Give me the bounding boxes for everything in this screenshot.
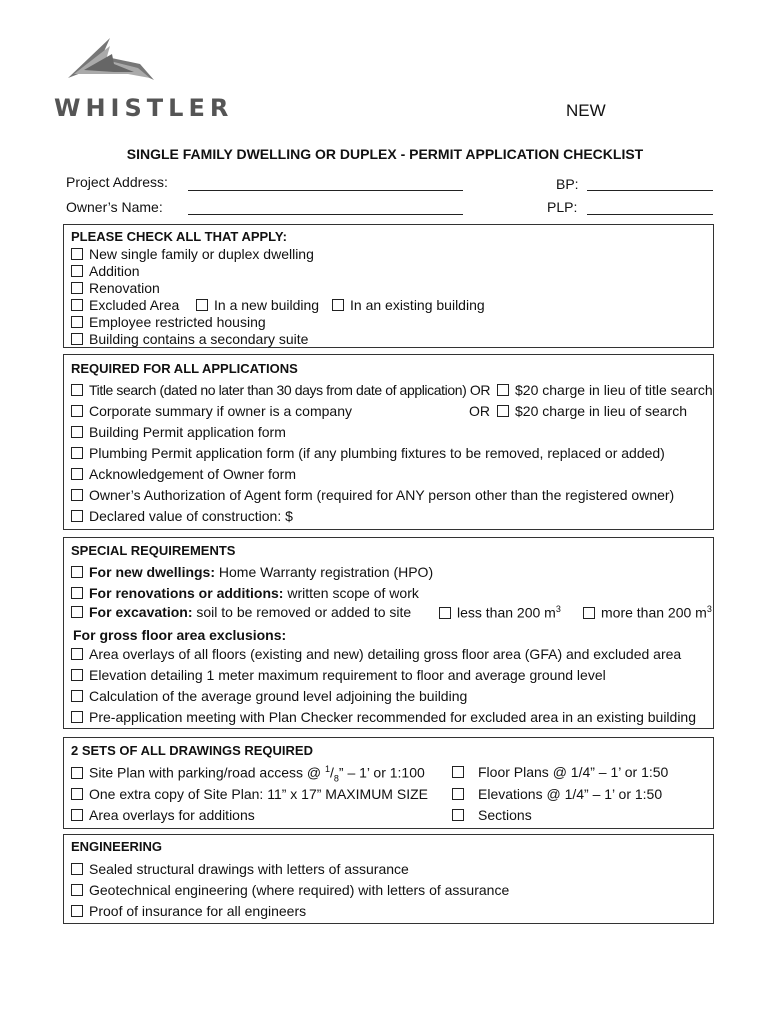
checkbox[interactable]	[583, 607, 595, 619]
checkbox[interactable]	[71, 316, 83, 328]
checkbox[interactable]	[71, 767, 83, 779]
check-all-section	[63, 224, 714, 348]
checkbox-item[interactable]	[332, 297, 485, 313]
fraction-numerator: 1	[325, 764, 331, 774]
checkbox[interactable]	[71, 606, 83, 618]
page-title: SINGLE FAMILY DWELLING OR DUPLEX - PERMIT APPLICATION CHECKLIST	[126, 146, 644, 162]
checkbox-item[interactable]	[71, 508, 293, 524]
bp-field[interactable]	[587, 190, 713, 191]
bold-label: For excavation:	[89, 604, 193, 620]
checkbox-label: Geotechnical engineering (where required) with letters of assurance	[89, 882, 510, 898]
checkbox-item[interactable]	[583, 604, 712, 621]
checkbox-label: Site Plan with parking/road access @	[89, 764, 325, 781]
superscript: 3	[555, 604, 561, 614]
checkbox-item[interactable]	[71, 709, 696, 725]
checkbox-label: Title search (dated no later than 30 days from date of application) OR	[89, 382, 491, 398]
checkbox-label: New single family or duplex dwelling	[89, 246, 314, 262]
checkbox[interactable]	[71, 447, 83, 459]
project-address-label: Project Address:	[66, 174, 168, 190]
or-label: OR	[469, 403, 490, 419]
checkbox-item[interactable]	[71, 297, 179, 313]
checkbox-label: Sealed structural drawings with letters of assurance	[89, 861, 409, 877]
bp-label: BP:	[556, 176, 579, 192]
checkbox-label: In a new building	[214, 297, 320, 313]
checkbox[interactable]	[71, 405, 83, 417]
special-heading: SPECIAL REQUIREMENTS	[71, 543, 236, 558]
checkbox[interactable]	[71, 489, 83, 501]
checkbox[interactable]	[71, 648, 83, 660]
checkbox-label: Calculation of the average ground level adjoining the building	[89, 688, 468, 704]
checkbox[interactable]	[439, 607, 451, 619]
checkbox-label: Building contains a secondary suite	[89, 331, 309, 347]
checkbox[interactable]	[71, 690, 83, 702]
check-all-heading: PLEASE CHECK ALL THAT APPLY:	[71, 229, 287, 244]
required-section	[63, 354, 714, 530]
checkbox-item[interactable]	[71, 487, 674, 503]
checkbox[interactable]	[71, 333, 83, 345]
engineering-heading: ENGINEERING	[71, 839, 163, 854]
checkbox-item[interactable]	[71, 861, 409, 877]
checkbox-label: Area overlays for additions	[89, 807, 255, 823]
checkbox-item[interactable]	[452, 786, 662, 802]
checkbox-label: $20 charge in lieu of title search	[515, 382, 713, 398]
checkbox[interactable]	[71, 884, 83, 896]
checkbox[interactable]	[332, 299, 344, 311]
checkbox[interactable]	[71, 587, 83, 599]
checkbox[interactable]	[452, 788, 464, 800]
checkbox[interactable]	[71, 426, 83, 438]
checkbox-item[interactable]	[71, 903, 306, 919]
fraction-denominator: 8	[333, 773, 339, 784]
checkbox-label: Elevations @ 1/4” – 1’ or 1:50	[478, 786, 663, 802]
special-section	[63, 537, 714, 729]
checkbox-item[interactable]	[71, 646, 681, 662]
checkbox-item[interactable]	[71, 280, 160, 296]
superscript: 3	[706, 604, 712, 614]
checkbox-item[interactable]	[71, 246, 314, 262]
checkbox-item[interactable]	[196, 297, 319, 313]
checkbox[interactable]	[452, 809, 464, 821]
checkbox-label: Building Permit application form	[89, 424, 286, 440]
checkbox-label: One extra copy of Site Plan: 11” x 17” MAXIMUM SIZE	[89, 786, 428, 802]
checkbox-item[interactable]	[71, 882, 509, 898]
checkbox-item[interactable]	[71, 382, 490, 398]
bold-label: For renovations or additions:	[89, 585, 284, 601]
checkbox-label: Elevation detailing 1 meter maximum requirement to floor and average ground level	[89, 667, 606, 683]
checkbox-item[interactable]	[71, 786, 428, 802]
drawings-section	[63, 737, 714, 829]
checkbox[interactable]	[196, 299, 208, 311]
checkbox-label: Sections	[478, 807, 532, 823]
status-label: NEW	[566, 101, 606, 120]
checkbox-item[interactable]	[71, 807, 255, 823]
checkbox[interactable]	[71, 566, 83, 578]
checkbox-item[interactable]: Site Plan with parking/road access @ $^1/_8$” – 1’ or 1:100	[71, 764, 425, 783]
checkbox-label: more than 200 m	[601, 604, 707, 621]
checkbox-label: Floor Plans @ 1/4” – 1’ or 1:50	[478, 764, 669, 780]
whistler-logo	[54, 34, 234, 124]
checkbox-item[interactable]	[497, 403, 687, 419]
checkbox[interactable]	[71, 711, 83, 723]
checkbox-label: Proof of insurance for all engineers	[89, 903, 307, 919]
owners-name-field[interactable]	[188, 214, 463, 215]
checkbox-item[interactable]	[497, 382, 713, 398]
checkbox[interactable]	[71, 510, 83, 522]
checkbox[interactable]	[71, 384, 83, 396]
checkbox-item[interactable]	[71, 314, 266, 330]
owners-name-label: Owner’s Name:	[66, 199, 163, 215]
checkbox-label: Owner’s Authorization of Agent form (required for ANY person other than the registered owner)	[89, 487, 675, 503]
checkbox[interactable]	[71, 863, 83, 875]
gfa-heading: For gross floor area exclusions:	[73, 627, 287, 643]
checkbox-label: Area overlays of all floors (existing and new) detailing gross floor area (GFA) and excluded area	[89, 646, 682, 662]
checkbox-item[interactable]	[71, 331, 308, 347]
checkbox-label: In an existing building	[350, 297, 485, 313]
checkbox[interactable]	[71, 282, 83, 294]
engineering-section	[63, 834, 714, 924]
checkbox-label: Plumbing Permit application form (if any plumbing fixtures to be removed, replaced or added)	[89, 445, 665, 461]
plp-label: PLP:	[547, 199, 578, 215]
checkbox-item[interactable]	[71, 564, 433, 580]
checkbox-label: Home Warranty registration (HPO)	[218, 564, 434, 580]
project-address-field[interactable]	[188, 190, 463, 191]
checkbox[interactable]	[497, 405, 509, 417]
checkbox-item[interactable]	[71, 585, 419, 601]
plp-field[interactable]	[587, 214, 713, 215]
checkbox-item[interactable]	[71, 688, 467, 704]
checkbox-label: Employee restricted housing	[89, 314, 266, 330]
checkbox-item[interactable]	[71, 403, 352, 419]
checkbox-label: less than 200 m	[457, 604, 556, 621]
checkbox-item[interactable]	[71, 604, 411, 620]
checkbox-label: written scope of work	[287, 585, 419, 601]
checkbox-item[interactable]	[71, 466, 296, 482]
checkbox-label: Corporate summary if owner is a company	[89, 403, 352, 419]
checkbox-label: Declared value of construction: $	[89, 508, 293, 524]
checkbox-item[interactable]	[452, 807, 532, 823]
checkbox-label: Excluded Area	[89, 297, 180, 313]
checkbox[interactable]	[71, 265, 83, 277]
checkbox-label: Addition	[89, 263, 140, 279]
checkbox[interactable]	[71, 299, 83, 311]
mountain-logo-icon	[54, 34, 164, 94]
checkbox[interactable]	[71, 468, 83, 480]
checkbox[interactable]	[71, 905, 83, 917]
checkbox-label: Renovation	[89, 280, 160, 296]
drawings-heading: 2 SETS OF ALL DRAWINGS REQUIRED	[71, 743, 313, 758]
checkbox-label: ” – 1’ or 1:100	[338, 764, 425, 781]
checkbox-item[interactable]	[71, 263, 140, 279]
checkbox-item[interactable]	[71, 445, 665, 461]
checkbox[interactable]	[71, 809, 83, 821]
required-heading: REQUIRED FOR ALL APPLICATIONS	[71, 361, 298, 376]
checkbox[interactable]	[452, 766, 464, 778]
checkbox-label: Acknowledgement of Owner form	[89, 466, 296, 482]
logo-text: WHISTLER	[54, 94, 234, 122]
checkbox[interactable]	[497, 384, 509, 396]
checkbox-item[interactable]	[71, 667, 606, 683]
bold-label: For new dwellings:	[89, 564, 216, 580]
checkbox-item[interactable]	[439, 604, 561, 621]
checkbox-item[interactable]	[71, 424, 286, 440]
checkbox-label: Pre-application meeting with Plan Checker recommended for excluded area in an existing building	[89, 709, 697, 725]
checkbox[interactable]	[71, 788, 83, 800]
checkbox[interactable]	[71, 669, 83, 681]
checkbox-label: soil to be removed or added to site	[196, 604, 412, 620]
checkbox[interactable]	[71, 248, 83, 260]
checkbox-label: $20 charge in lieu of search	[515, 403, 687, 419]
checkbox-item[interactable]	[452, 764, 668, 780]
